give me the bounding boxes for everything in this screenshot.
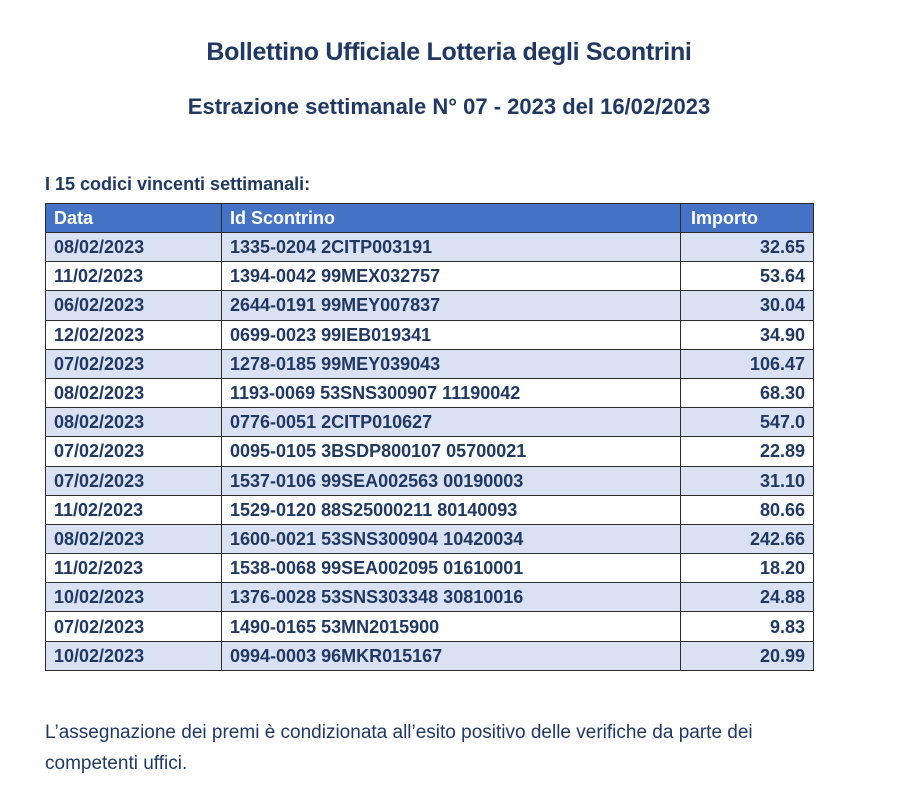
table-header-row bbox=[46, 204, 814, 233]
cell-date: 10/02/2023 bbox=[46, 583, 222, 612]
table-row bbox=[46, 320, 814, 349]
cell-date: 11/02/2023 bbox=[46, 495, 222, 524]
disclaimer-note bbox=[45, 717, 865, 779]
cell-date: 11/02/2023 bbox=[46, 554, 222, 583]
cell-receipt-id: 1335-0204 2CITP003191 bbox=[222, 233, 681, 262]
cell-amount: 68.30 bbox=[681, 378, 814, 407]
cell-receipt-id: 1490-0165 53MN2015900 bbox=[222, 612, 681, 641]
cell-date: 11/02/2023 bbox=[46, 262, 222, 291]
cell-date: 12/02/2023 bbox=[46, 320, 222, 349]
cell-amount: 18.20 bbox=[681, 554, 814, 583]
cell-receipt-id: 0699-0023 99IEB019341 bbox=[222, 320, 681, 349]
header-receipt-id: Id Scontrino bbox=[222, 204, 681, 233]
cell-receipt-id: 0776-0051 2CITP010627 bbox=[222, 408, 681, 437]
cell-receipt-id: 2644-0191 99MEY007837 bbox=[222, 291, 681, 320]
cell-amount: 20.99 bbox=[681, 641, 814, 670]
cell-date: 08/02/2023 bbox=[46, 408, 222, 437]
table-row bbox=[46, 524, 814, 553]
cell-date: 07/02/2023 bbox=[46, 612, 222, 641]
table-row bbox=[46, 583, 814, 612]
table-row bbox=[46, 495, 814, 524]
table-row bbox=[46, 437, 814, 466]
cell-amount: 242.66 bbox=[681, 524, 814, 553]
table-caption: I 15 codici vincenti settimanali: bbox=[45, 174, 311, 194]
cell-date: 10/02/2023 bbox=[46, 641, 222, 670]
cell-amount: 9.83 bbox=[681, 612, 814, 641]
cell-amount: 24.88 bbox=[681, 583, 814, 612]
winning-codes-table bbox=[45, 203, 814, 671]
disclaimer-line-2: competenti uffici. bbox=[45, 753, 188, 774]
cell-receipt-id: 1538-0068 99SEA002095 01610001 bbox=[222, 554, 681, 583]
table-row bbox=[46, 262, 814, 291]
cell-amount: 80.66 bbox=[681, 495, 814, 524]
header-date: Data bbox=[46, 204, 222, 233]
cell-date: 08/02/2023 bbox=[46, 233, 222, 262]
cell-date: 06/02/2023 bbox=[46, 291, 222, 320]
cell-amount: 22.89 bbox=[681, 437, 814, 466]
cell-receipt-id: 1278-0185 99MEY039043 bbox=[222, 349, 681, 378]
cell-date: 08/02/2023 bbox=[46, 378, 222, 407]
table-row bbox=[46, 641, 814, 670]
cell-amount: 31.10 bbox=[681, 466, 814, 495]
cell-amount: 34.90 bbox=[681, 320, 814, 349]
table-row bbox=[46, 291, 814, 320]
cell-receipt-id: 1394-0042 99MEX032757 bbox=[222, 262, 681, 291]
cell-receipt-id: 0994-0003 96MKR015167 bbox=[222, 641, 681, 670]
table-row bbox=[46, 233, 814, 262]
cell-amount: 30.04 bbox=[681, 291, 814, 320]
cell-receipt-id: 1193-0069 53SNS300907 11190042 bbox=[222, 378, 681, 407]
document-title: Bollettino Ufficiale Lotteria degli Scontrini bbox=[206, 38, 692, 66]
table-row bbox=[46, 466, 814, 495]
table-row bbox=[46, 408, 814, 437]
cell-receipt-id: 1376-0028 53SNS303348 30810016 bbox=[222, 583, 681, 612]
table-row bbox=[46, 554, 814, 583]
table-row bbox=[46, 378, 814, 407]
cell-receipt-id: 1537-0106 99SEA002563 00190003 bbox=[222, 466, 681, 495]
table-row bbox=[46, 612, 814, 641]
cell-date: 07/02/2023 bbox=[46, 437, 222, 466]
cell-date: 07/02/2023 bbox=[46, 466, 222, 495]
cell-amount: 547.0 bbox=[681, 408, 814, 437]
cell-receipt-id: 1529-0120 88S25000211 80140093 bbox=[222, 495, 681, 524]
cell-amount: 53.64 bbox=[681, 262, 814, 291]
cell-amount: 106.47 bbox=[681, 349, 814, 378]
table-row bbox=[46, 349, 814, 378]
disclaimer-line-1: L’assegnazione dei premi è condizionata all’esito positivo delle verifiche da parte dei bbox=[45, 722, 753, 743]
cell-date: 07/02/2023 bbox=[46, 349, 222, 378]
cell-amount: 32.65 bbox=[681, 233, 814, 262]
cell-date: 08/02/2023 bbox=[46, 524, 222, 553]
cell-receipt-id: 0095-0105 3BSDP800107 05700021 bbox=[222, 437, 681, 466]
header-amount: Importo bbox=[681, 204, 814, 233]
cell-receipt-id: 1600-0021 53SNS300904 10420034 bbox=[222, 524, 681, 553]
document-subtitle: Estrazione settimanale N° 07 - 2023 del 16/02/2023 bbox=[187, 94, 711, 119]
